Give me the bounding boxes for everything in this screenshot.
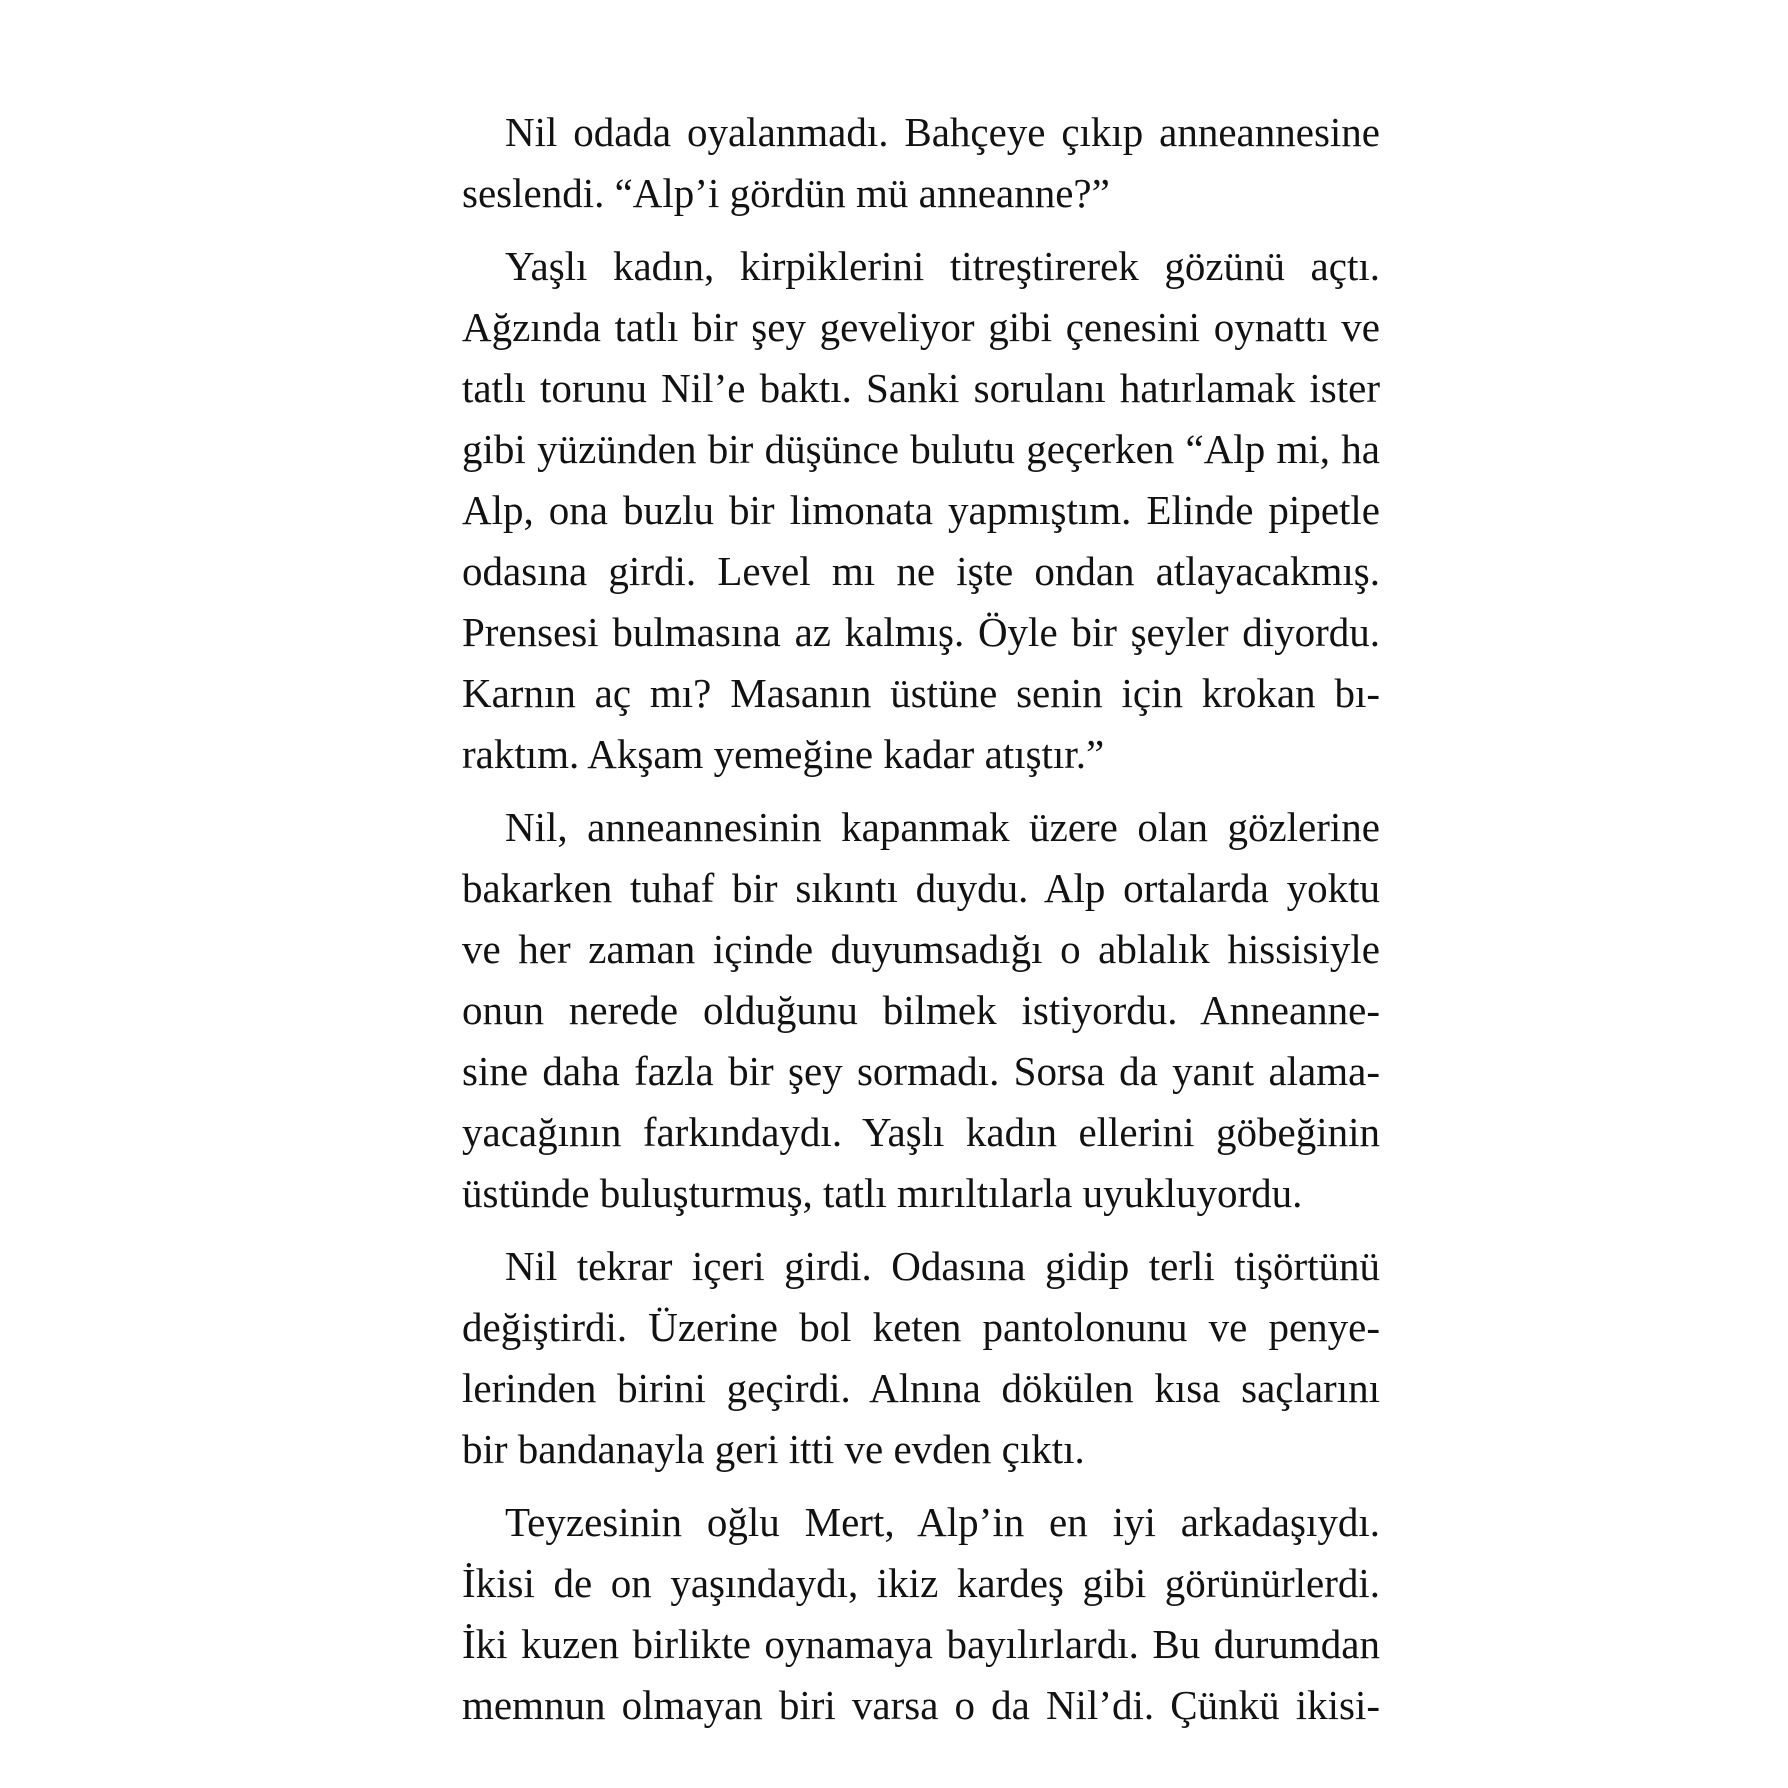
text-line: onun nerede olduğunu bilmek istiyordu. Anneanne- (462, 987, 1380, 1033)
text-line: üstünde buluşturmuş, tatlı mırıltılarla uyukluyordu. (462, 1170, 1303, 1216)
text-line: tatlı torunu Nil’e baktı. Sanki sorulanı hatırlamak ister (462, 365, 1380, 411)
text-line: lerinden birini geçirdi. Alnına dökülen kısa saçlarını (462, 1365, 1380, 1411)
text-line: İki kuzen birlikte oynamaya bayılırlardı. Bu durumdan (462, 1621, 1380, 1667)
text-line: Yaşlı kadın, kirpiklerini titreştirerek gözünü açtı. (505, 243, 1380, 289)
paragraph (462, 1492, 1380, 1736)
text-line: Nil odada oyalanmadı. Bahçeye çıkıp anneannesine (505, 109, 1380, 155)
text-line: Nil tekrar içeri girdi. Odasına gidip terli tişörtünü (505, 1243, 1380, 1289)
paragraph (462, 102, 1380, 224)
text-line: yacağının farkındaydı. Yaşlı kadın ellerini göbeğinin (462, 1109, 1380, 1155)
text-line: Karnın aç mı? Masanın üstüne senin için krokan bı- (462, 670, 1380, 716)
text-line: Alp, ona buzlu bir limonata yapmıştım. Elinde pipetle (462, 487, 1380, 533)
text-line: seslendi. “Alp’i gördün mü anneanne?” (462, 170, 1110, 216)
text-line: sine daha fazla bir şey sormadı. Sorsa da yanıt alama- (462, 1048, 1380, 1094)
text-line: gibi yüzünden bir düşünce bulutu geçerken “Alp mi, ha (462, 426, 1380, 472)
paragraph (462, 236, 1380, 785)
text-line: Nil, anneannesinin kapanmak üzere olan gözlerine (505, 804, 1380, 850)
text-line: bir bandanayla geri itti ve evden çıktı. (462, 1426, 1085, 1472)
body-text (462, 102, 1380, 1736)
text-line: değiştirdi. Üzerine bol keten pantolonunu ve penye- (462, 1304, 1380, 1350)
text-line: İkisi de on yaşındaydı, ikiz kardeş gibi görünürlerdi. (462, 1560, 1380, 1606)
text-line: bakarken tuhaf bir sıkıntı duydu. Alp ortalarda yoktu (462, 865, 1380, 911)
text-line: odasına girdi. Level mı ne işte ondan atlayacakmış. (462, 548, 1380, 594)
paragraph (462, 797, 1380, 1224)
text-line: Ağzında tatlı bir şey geveliyor gibi çenesini oynattı ve (462, 304, 1380, 350)
text-line: Teyzesinin oğlu Mert, Alp’in en iyi arkadaşıydı. (505, 1499, 1380, 1545)
text-line: ve her zaman içinde duyumsadığı o ablalık hissisiyle (462, 926, 1380, 972)
paragraph (462, 1236, 1380, 1480)
text-line: Prensesi bulmasına az kalmış. Öyle bir şeyler diyordu. (462, 609, 1380, 655)
text-line: raktım. Akşam yemeğine kadar atıştır.” (462, 731, 1105, 777)
text-line: memnun olmayan biri varsa o da Nil’di. Çünkü ikisi- (462, 1682, 1380, 1728)
